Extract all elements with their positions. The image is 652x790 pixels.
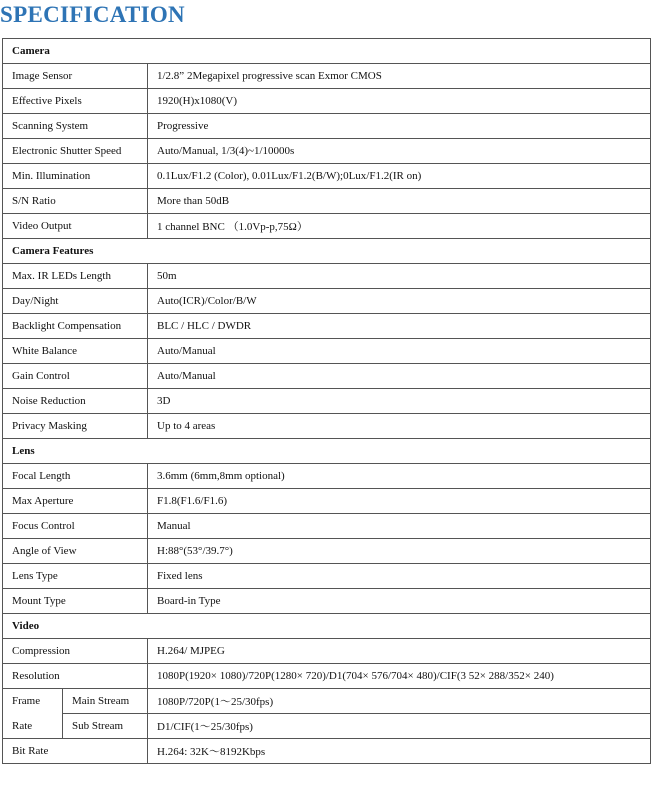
spec-row [3,639,651,664]
spec-row [3,114,651,139]
specification-table [2,38,651,764]
spec-label: Min. Illumination [3,164,148,189]
frame-rate-label-bottom: Rate [3,714,63,739]
spec-label: Backlight Compensation [3,314,148,339]
spec-label: Mount Type [3,589,148,614]
spec-row [3,689,651,714]
spec-label: Lens Type [3,564,148,589]
spec-value: 0.1Lux/F1.2 (Color), 0.01Lux/F1.2(B/W);0Lux/F1.2(IR on) [148,164,651,189]
spec-row [3,364,651,389]
spec-value: 1920(H)x1080(V) [148,89,651,114]
spec-row [3,414,651,439]
page-title: SPECIFICATION [0,2,185,27]
frame-rate-label-top: Frame [3,689,63,714]
spec-value: Auto/Manual, 1/3(4)~1/10000s [148,139,651,164]
spec-row [3,314,651,339]
spec-value: H.264/ MJPEG [148,639,651,664]
spec-row [3,164,651,189]
spec-row [3,739,651,764]
main-stream-label: Main Stream [63,689,148,714]
spec-label: Focus Control [3,514,148,539]
spec-row [3,89,651,114]
spec-value: Progressive [148,114,651,139]
spec-row [3,189,651,214]
spec-value: F1.8(F1.6/F1.6) [148,489,651,514]
spec-label: Gain Control [3,364,148,389]
spec-label: Video Output [3,214,148,239]
spec-row [3,714,651,739]
spec-label: Max. IR LEDs Length [3,264,148,289]
spec-label: S/N Ratio [3,189,148,214]
spec-label: Angle of View [3,539,148,564]
spec-row [3,664,651,689]
spec-value: 3.6mm (6mm,8mm optional) [148,464,651,489]
section-header-row [3,239,651,264]
spec-value: 50m [148,264,651,289]
spec-label: Max Aperture [3,489,148,514]
spec-label: Day/Night [3,289,148,314]
spec-value: 3D [148,389,651,414]
spec-label: Electronic Shutter Speed [3,139,148,164]
spec-label: Focal Length [3,464,148,489]
spec-value: Up to 4 areas [148,414,651,439]
spec-value: Board-in Type [148,589,651,614]
spec-value: 1 channel BNC （1.0Vp-p,75Ω） [148,214,651,239]
spec-value: More than 50dB [148,189,651,214]
spec-value: Auto/Manual [148,364,651,389]
spec-label: White Balance [3,339,148,364]
spec-value: Fixed lens [148,564,651,589]
sub-stream-label: Sub Stream [63,714,148,739]
section-header-row [3,439,651,464]
spec-label: Compression [3,639,148,664]
section-title: Video [3,614,651,639]
spec-row [3,489,651,514]
sub-stream-value: D1/CIF(1～25/30fps) [148,714,651,739]
spec-value: H:88°(53°/39.7°) [148,539,651,564]
spec-row [3,289,651,314]
main-stream-value: 1080P/720P(1～25/30fps) [148,689,651,714]
section-header-row [3,39,651,64]
spec-value: BLC / HLC / DWDR [148,314,651,339]
spec-label: Image Sensor [3,64,148,89]
spec-value: Auto/Manual [148,339,651,364]
section-title: Lens [3,439,651,464]
spec-label: Privacy Masking [3,414,148,439]
spec-row [3,389,651,414]
spec-value: H.264: 32K～8192Kbps [148,739,651,764]
section-title: Camera [3,39,651,64]
spec-row [3,464,651,489]
spec-label: Bit Rate [3,739,148,764]
spec-value: 1080P(1920× 1080)/720P(1280× 720)/D1(704× 576/704× 480)/CIF(3 52× 288/352× 240) [148,664,651,689]
spec-row [3,214,651,239]
spec-row [3,264,651,289]
spec-value: Manual [148,514,651,539]
spec-row [3,339,651,364]
spec-label: Resolution [3,664,148,689]
section-header-row [3,614,651,639]
spec-row [3,564,651,589]
spec-row [3,589,651,614]
spec-value: 1/2.8” 2Megapixel progressive scan Exmor CMOS [148,64,651,89]
spec-row [3,539,651,564]
spec-label: Scanning System [3,114,148,139]
spec-label: Effective Pixels [3,89,148,114]
section-title: Camera Features [3,239,651,264]
spec-row [3,514,651,539]
spec-label: Noise Reduction [3,389,148,414]
spec-row [3,64,651,89]
spec-row [3,139,651,164]
spec-value: Auto(ICR)/Color/B/W [148,289,651,314]
